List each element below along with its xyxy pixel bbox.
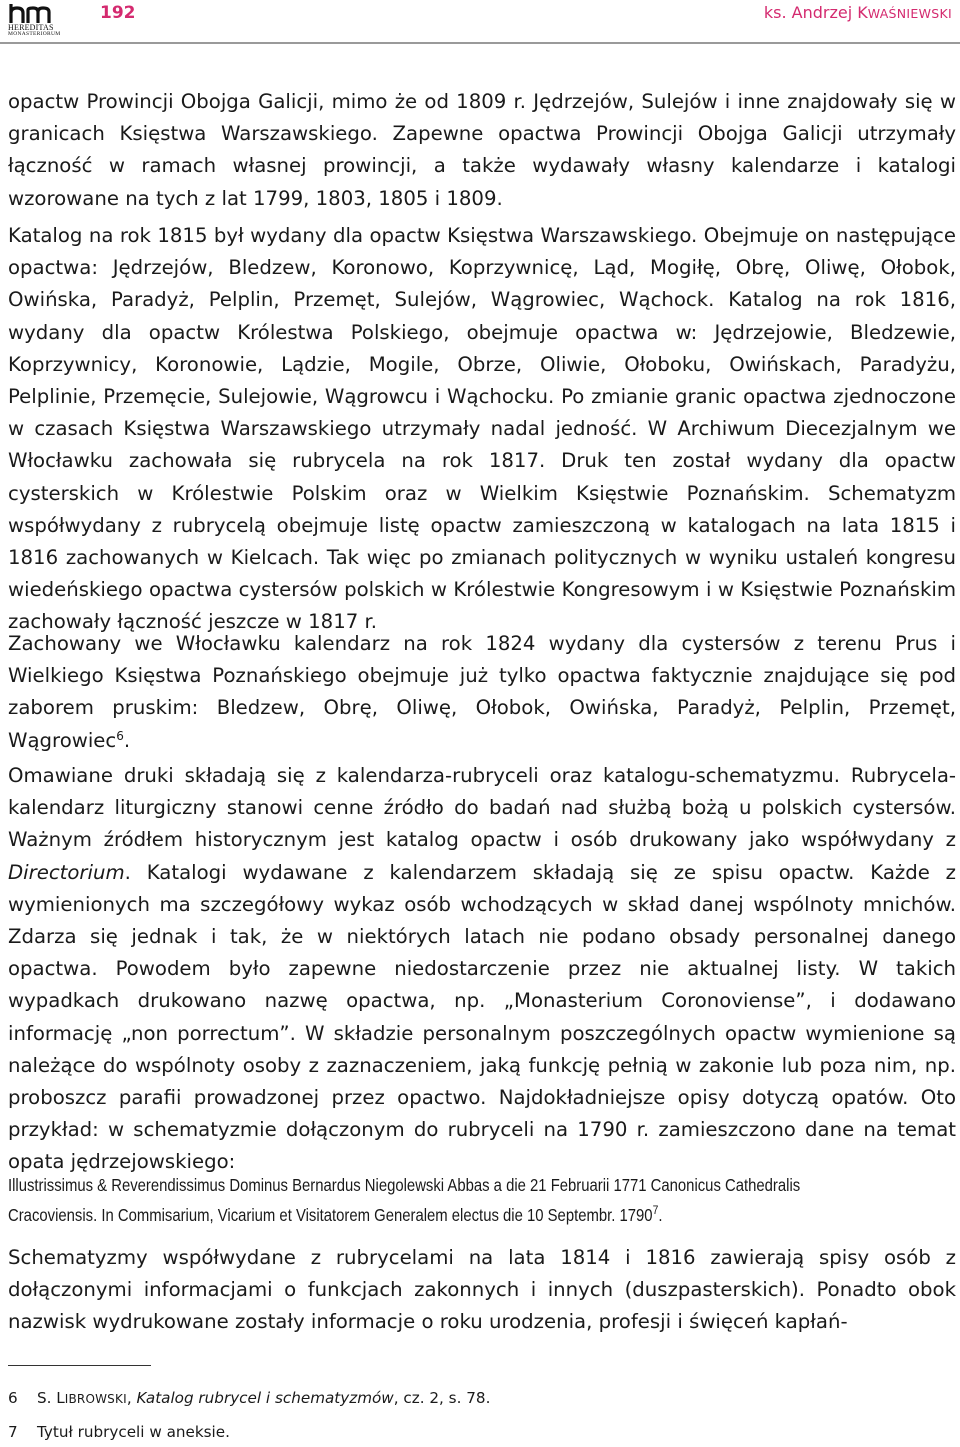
block-quote-line-1: Illustrissimus & Reverendissimus Dominus Bernardus Niegolewski Abbas a die 21 Februarii 1771 Canonicus Cathedralis bbox=[8, 1175, 801, 1195]
paragraph-5 bbox=[8, 1242, 956, 1339]
footnote-7 bbox=[8, 1422, 908, 1442]
paragraph-3-body: Zachowany we Włocławku kalendarz na rok 1824 wydany dla cystersów z terenu Prus i Wielkiego Księstwa Poznańskiego obejmuje już tylko opactwa faktycznie znajdujące się pod zaborem pruskim: Bledzew, Obrę, Oliwę, Ołobok, Owińska, Paradyż, Pelplin, Przemęt, Wągrowiec bbox=[8, 632, 956, 752]
paragraph-4-part-a: Omawiane druki składają się z kalendarza-rubryceli oraz katalogu-schematyzmu. Rubrycela-kalendarz liturgiczny stanowi cenne źródło do badań nad służbą bożą u polskich cystersów. Ważnym źródłem historycznym jest katalog opactw i osób drukowany jako współwydany z bbox=[8, 764, 956, 852]
paragraph-4-part-b: . Katalogi wydawane z kalendarzem składają się ze spisu opactw. Każde z wymienionych ma szczegółowy wykaz osób wchodzących w skład danej wspólnoty mnichów. Zdarza się jednak i tak, że w niektórych latach nie podano obsady personalnej danego opactwa. Powodem było zapewne niedostarczenie przez nie aktualnej listy. W takich wypadkach drukowano nazwę opactwa, np. „Monasterium Coronoviense”, i dodawano informację „non porrectum”. W składzie personalnym poszczególnych opactw wymienione są należące do wspólnoty osoby z zaznaczeniem, jaką funkcję pełnią w zakonie lub poza nim, np. proboszcz parafii prowadzonej przez opactwo. Najdokładniejsze opisy dotyczą opatów. Oto przykład: w schematyzmie dołączonym do rubryceli na 1790 r. zamieszczono dane na temat opata jędrzejowskiego: bbox=[8, 860, 956, 1174]
block-quote-end: . bbox=[658, 1204, 663, 1225]
paragraph-3-end: . bbox=[123, 728, 131, 752]
paragraph-1 bbox=[8, 86, 956, 215]
block-quote-line-2-text: Cracoviensis. In Commisarium, Vicarium et Visitatorem Generalem electus die 10 Septembr. 1790 bbox=[8, 1204, 653, 1225]
footnote-6-rest: , cz. 2, s. 78. bbox=[393, 1389, 491, 1407]
logo-line-monasteriorum: MONASTERIORUM bbox=[8, 31, 61, 37]
running-head-smallcaps: WAŚNIEWSKI bbox=[867, 6, 952, 21]
paragraph-3-text bbox=[8, 628, 956, 757]
footnote-6-author-initial: S. L bbox=[37, 1389, 65, 1407]
paragraph-2-text: Katalog na rok 1815 był wydany dla opactw Księstwa Warszawskiego. Obejmuje on następujące opactwa: Jędrzejów, Bledzew, Koronowo, Koprzywnicę, Ląd, Mogiłę, Obrę, Oliwę, Ołobok, Owińska, Paradyż, Pelplin, Przemęt, Sulejów, Wągrowiec, Wąchock. Katalog na rok 1816, wydany dla opactw Królestwa Polskiego, obejmuje opactwa w: Jędrzejowie, Bledzewie, Koprzywnicy, Koronowie, Lądzie, Mogile, Obrze, Oliwie, Ołoboku, Owińskach, Paradyżu, Pelplinie, Przemęcie, Sulejowie, Wągrowcu i Wąchocku. Po zmianie granic opactwa zjednoczone w czasach Księstwa Warszawskiego utrzymały nadal jedność. W Archiwum Diecezjalnym we Włocławku zachowała się rubrycela na rok 1817. Druk ten został wydany dla opactw cysterskich w Królestwie Polskim oraz w Wielkim Księstwie Poznańskim. Schematyzm współwydany z rubrycelą obejmuje listę opactw zamieszczoną w katalogach na lata 1815 i 1816 zachowanych w Kielcach. Tak więc po zmianach politycznych w wyniku ustaleń kongresu wiedeńskiego opactwa cystersów polskich w Królestwie Kongresowym i w Księstwie Poznańskim zachowały łączność jeszcze w 1817 r. bbox=[8, 224, 956, 634]
paragraph-4 bbox=[8, 760, 956, 1179]
publisher-logo bbox=[8, 2, 70, 42]
header-rule bbox=[0, 42, 960, 44]
footnote-6-title: Katalog rubrycel i schematyzmów bbox=[136, 1389, 394, 1407]
paragraph-5-text: Schematyzmy współwydane z rubrycelami na lata 1814 i 1816 zawierają spisy osób z dołączonymi informacjami o funkcjach zakonnych i innych (duszpasterskich). Ponadto obok nazwisk wydrukowane zostały informacje o roku urodzenia, profesji i święceń kapłań- bbox=[8, 1246, 956, 1334]
footnote-7-number: 7 bbox=[8, 1423, 18, 1441]
paragraph-2 bbox=[8, 220, 956, 639]
logo-mark-text: hm bbox=[8, 2, 10, 3]
footnote-7-text: Tytuł rubryceli w aneksie. bbox=[37, 1423, 230, 1441]
footnote-rule bbox=[8, 1365, 151, 1366]
paragraph-1-text: opactw Prowincji Obojga Galicji, mimo że od 1809 r. Jędrzejów, Sulejów i inne znajdowały się w granicach Księstwa Warszawskiego. Zapewne opactwa Prowincji Obojga Galicji utrzymały łączność w ramach własnej prowincji, a także wydawały własny kalendarze i katalogi wzorowane na tych z lat 1799, 1803, 1805 i 1809. bbox=[8, 90, 956, 210]
footnote-ref-6[interactable]: 6 bbox=[116, 728, 124, 743]
page-header bbox=[0, 0, 960, 48]
footnote-6-author-smallcaps: IBROWSKI bbox=[64, 1392, 127, 1406]
footnote-6-number: 6 bbox=[8, 1389, 18, 1407]
block-quote-line-2 bbox=[8, 1201, 954, 1231]
logo-mark-icon bbox=[8, 2, 58, 24]
footnote-6-separator: , bbox=[126, 1389, 137, 1407]
logo-line-hereditas: HEREDITAS bbox=[8, 23, 54, 32]
page-number: 192 bbox=[100, 3, 136, 23]
paragraph-4-italic-title: Directorium bbox=[8, 860, 125, 884]
paragraph-4-text bbox=[8, 760, 956, 1179]
running-head-prefix: ks. Andrzej K bbox=[763, 3, 868, 22]
paragraph-3 bbox=[8, 628, 956, 757]
footnote-ref-7[interactable]: 7 bbox=[652, 1202, 659, 1217]
block-quote bbox=[8, 1171, 954, 1230]
running-head-author bbox=[764, 3, 952, 22]
footnote-6 bbox=[8, 1388, 908, 1409]
